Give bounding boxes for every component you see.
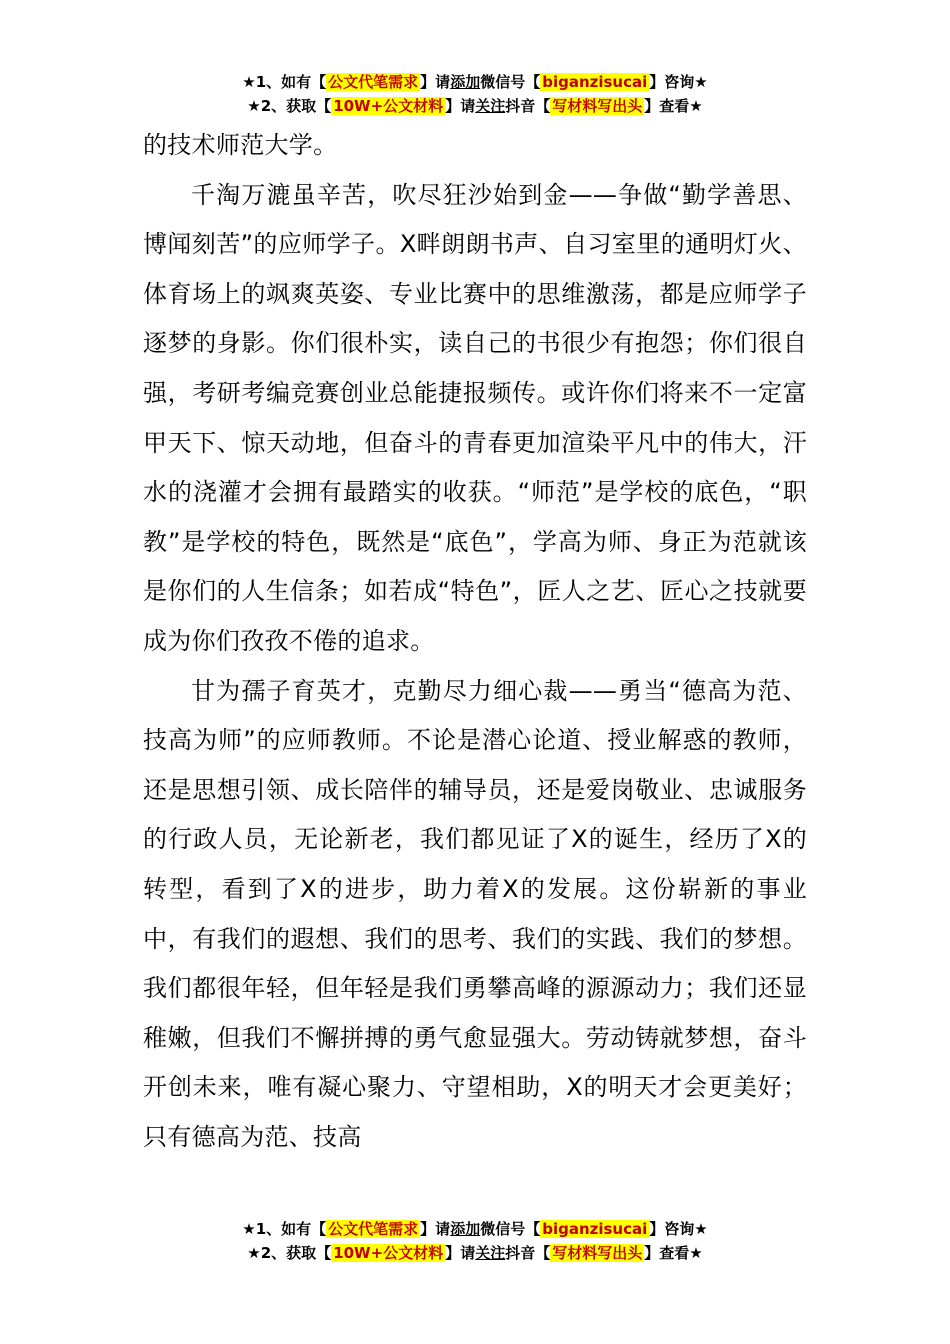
footer-highlight-douyin-id: 写材料写出头 [552,1244,643,1262]
footer-line-1: ★1、如有【 公文代笔需求 】请添加微信号【 biganzisucai 】咨询★ [242,1220,708,1238]
banner-line-2: ★2、获取【 10W+公文材料 】请关注抖音【 写材料写出头 】查看★ [247,97,703,115]
footer-highlight-service: 公文代笔需求 [328,1220,419,1238]
footer-banner [0,1217,950,1265]
paragraph-1: 的技术师范大学。 [143,131,338,159]
highlight-service: 公文代笔需求 [328,73,419,91]
emphasis-follow: 关注 [475,97,506,115]
highlight-douyin-id: 写材料写出头 [552,97,643,115]
header-banner [0,70,950,118]
emphasis-add: 添加 [450,73,481,91]
footer-highlight-wechat-id: biganzisucai [542,1220,648,1238]
banner-line-1: ★1、如有【 公文代笔需求 】请添加微信号【 biganzisucai 】咨询★ [242,73,708,91]
footer-highlight-materials: 10W+公文材料 [333,1244,444,1262]
paragraph-2: 千淘万漉虽辛苦，吹尽狂沙始到金——争做“勤学善思、博闻刻苦”的应师学子。X畔朗朗书声、自习室里的通明灯火、体育场上的飒爽英姿、专业比赛中的思维激荡，都是应师学子逐梦的身影。你们很朴实，读自己的书很少有抱怨；你们很自强，考研考编竞赛创业总能捷报频传。或许你们将来不一定富甲天下、惊天动地，但奋斗的青春更加渲染平凡中的伟大，汗水的浇灌才会拥有最踏实的收获。“师范”是学校的底色，“职教”是学校的特色，既然是“底色”，学高为师、身正为范就该是你们的人生信条；如若成“特色”，匠人之艺、匠心之技就要成为你们孜孜不倦的追求。 [143,180,807,655]
footer-line-2: ★2、获取【 10W+公文材料 】请关注抖音【 写材料写出头 】查看★ [247,1244,703,1262]
paragraph-3: 甘为孺子育英才，克勤尽力细心裁——勇当“德高为范、技高为师”的应师教师。不论是潜心论道、授业解惑的教师，还是思想引领、成长陪伴的辅导员，还是爱岗敬业、忠诚服务的行政人员，无论新老，我们都见证了X的诞生，经历了X的转型，看到了X的进步，助力着X的发展。这份崭新的事业中，有我们的遐想、我们的思考、我们的实践、我们的梦想。我们都很年轻，但年轻是我们勇攀高峰的源源动力；我们还显稚嫩，但我们不懈拼搏的勇气愈显强大。劳动铸就梦想，奋斗开创未来，唯有凝心聚力、守望相助，X的明天才会更美好；只有德高为范、技高 [143,676,808,1151]
footer-emphasis-add: 添加 [450,1220,481,1238]
highlight-materials: 10W+公文材料 [333,97,444,115]
highlight-wechat-id: biganzisucai [542,73,648,91]
footer-emphasis-follow: 关注 [475,1244,506,1262]
document-body [143,121,807,1162]
